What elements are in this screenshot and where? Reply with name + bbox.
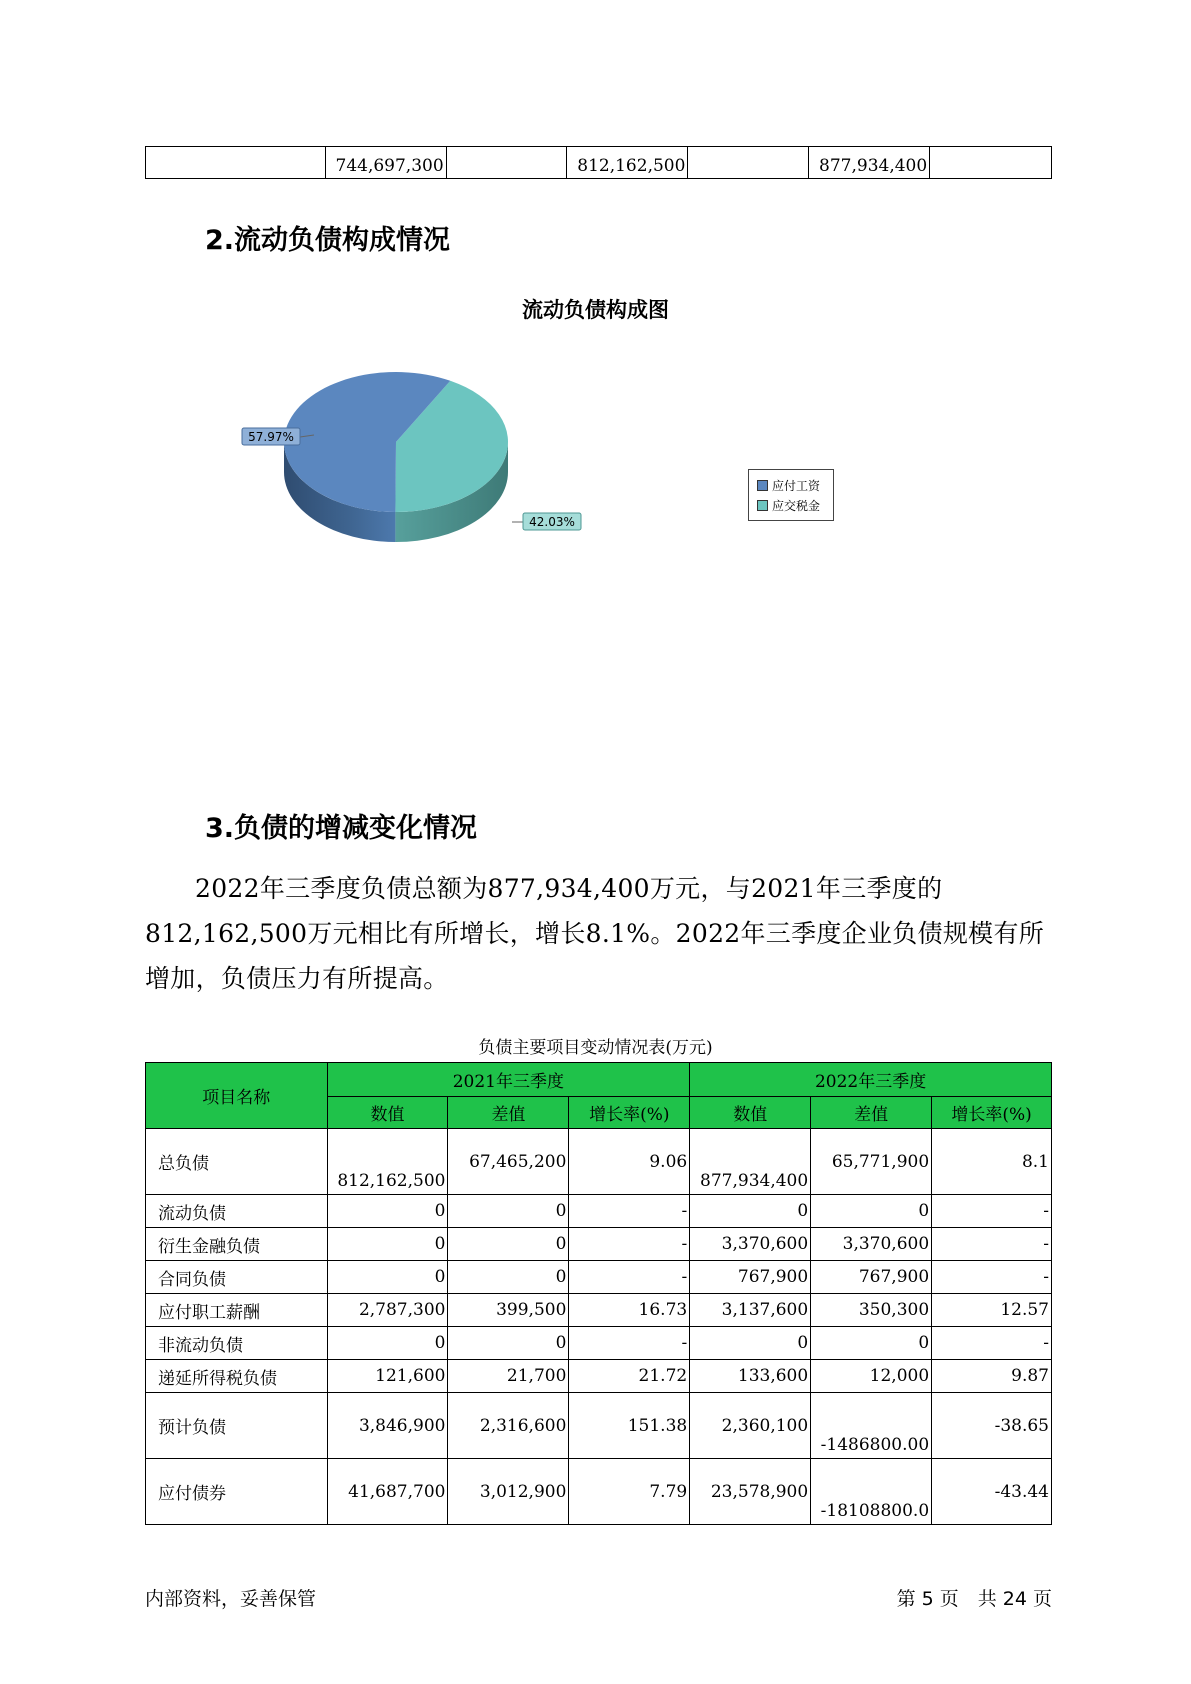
header-cell: 差值 <box>448 1097 569 1129</box>
chart-legend <box>748 469 834 521</box>
table-cell: - <box>932 1327 1052 1360</box>
table-row <box>146 1459 1052 1525</box>
table-cell: 9.06 <box>569 1129 690 1195</box>
data-label <box>523 513 581 530</box>
table-cell: 65,771,900 <box>811 1129 932 1195</box>
table-row <box>146 1129 1052 1195</box>
table-cell: -43.44 <box>932 1459 1052 1525</box>
table-cell: 151.38 <box>569 1393 690 1459</box>
table-cell: 0 <box>327 1195 448 1228</box>
row-label: 流动负债 <box>146 1195 328 1228</box>
table-cell: 767,900 <box>690 1261 811 1294</box>
table-cell: - <box>569 1195 690 1228</box>
header-cell: 增长率(%) <box>569 1097 690 1129</box>
table-cell: 744,697,300 <box>325 147 446 179</box>
table-cell: 133,600 <box>690 1360 811 1393</box>
footer-confidential: 内部资料，妥善保管 <box>145 1588 317 1610</box>
header-cell: 2021年三季度 <box>327 1063 690 1097</box>
chart-title: 流动负债构成图 <box>522 298 669 322</box>
table-cell: 2,316,600 <box>448 1393 569 1459</box>
legend-item <box>757 495 833 515</box>
table-cell: - <box>932 1261 1052 1294</box>
svg-text:57.97%: 57.97% <box>248 430 294 444</box>
header-cell: 增长率(%) <box>932 1097 1052 1129</box>
table-cell: 812,162,500 <box>567 147 688 179</box>
table-cell: - <box>932 1228 1052 1261</box>
liabilities-table <box>145 1062 1052 1525</box>
table-cell: 3,846,900 <box>327 1393 448 1459</box>
table-cell: 21.72 <box>569 1360 690 1393</box>
pie-chart <box>230 370 630 590</box>
table-cell: 2,787,300 <box>327 1294 448 1327</box>
legend-label: 应付工资 <box>772 478 821 493</box>
table-cell: 0 <box>448 1195 569 1228</box>
row-label: 衍生金融负债 <box>146 1228 328 1261</box>
table-cell: 767,900 <box>811 1261 932 1294</box>
table-cell: 3,370,600 <box>690 1228 811 1261</box>
table-cell: 3,012,900 <box>448 1459 569 1525</box>
body-paragraph: 2022年三季度负债总额为877,934,400万元，与2021年三季度的812,162,500万元相比有所增长，增长8.1%。2022年三季度企业负债规模有所增加，负债压力有所提高。 <box>145 874 1045 993</box>
table-cell: -38.65 <box>932 1393 1052 1459</box>
table-cell: 67,465,200 <box>448 1129 569 1195</box>
section-heading: 3.负债的增减变化情况 <box>205 813 478 844</box>
table-row <box>146 1393 1052 1459</box>
page-number: 第 5 页 共 24 页 <box>896 1588 1052 1610</box>
table-cell: 812,162,500 <box>327 1129 448 1195</box>
row-label: 预计负债 <box>146 1393 328 1459</box>
table-cell: 3,370,600 <box>811 1228 932 1261</box>
data-label <box>242 428 300 445</box>
row-label: 应付职工薪酬 <box>146 1294 328 1327</box>
table-cell: 2,360,100 <box>690 1393 811 1459</box>
table-cell: - <box>932 1195 1052 1228</box>
table-cell: - <box>569 1228 690 1261</box>
table-cell: 23,578,900 <box>690 1459 811 1525</box>
table-cell: 7.79 <box>569 1459 690 1525</box>
header-cell: 差值 <box>811 1097 932 1129</box>
legend-swatch <box>757 480 768 491</box>
section-heading: 2.流动负债构成情况 <box>205 225 451 256</box>
table-cell: 0 <box>448 1261 569 1294</box>
header-cell: 2022年三季度 <box>690 1063 1052 1097</box>
table-row <box>146 1261 1052 1294</box>
row-label: 总负债 <box>146 1129 328 1195</box>
header-cell: 数值 <box>690 1097 811 1129</box>
table-cell: 12.57 <box>932 1294 1052 1327</box>
row-label: 非流动负债 <box>146 1327 328 1360</box>
table-cell: 0 <box>811 1195 932 1228</box>
header-cell: 数值 <box>327 1097 448 1129</box>
legend-label: 应交税金 <box>772 498 821 513</box>
table-cell: 21,700 <box>448 1360 569 1393</box>
table-cell: - <box>569 1261 690 1294</box>
legend-item <box>757 475 833 495</box>
row-label: 应付债券 <box>146 1459 328 1525</box>
table-cell: 3,137,600 <box>690 1294 811 1327</box>
table-row <box>146 1228 1052 1261</box>
table-cell: 0 <box>327 1261 448 1294</box>
table-caption: 负债主要项目变动情况表(万元) <box>478 1038 713 1058</box>
table-cell: 9.87 <box>932 1360 1052 1393</box>
top-continuation-table <box>145 146 1052 179</box>
table-cell: -1486800.00 <box>811 1393 932 1459</box>
row-label: 递延所得税负债 <box>146 1360 328 1393</box>
table-row <box>146 1327 1052 1360</box>
svg-text:42.03%: 42.03% <box>529 515 575 529</box>
table-cell: 877,934,400 <box>809 147 930 179</box>
table-cell: 0 <box>811 1327 932 1360</box>
table-cell: 12,000 <box>811 1360 932 1393</box>
table-row <box>146 1360 1052 1393</box>
table-cell: 877,934,400 <box>690 1129 811 1195</box>
table-cell: 16.73 <box>569 1294 690 1327</box>
legend-swatch <box>757 500 768 511</box>
table-cell: 121,600 <box>327 1360 448 1393</box>
table-row <box>146 147 1052 179</box>
table-cell: 0 <box>448 1228 569 1261</box>
table-header-row <box>146 1063 1052 1097</box>
table-row <box>146 1195 1052 1228</box>
table-cell: 41,687,700 <box>327 1459 448 1525</box>
table-cell: 0 <box>690 1327 811 1360</box>
table-cell: 8.1 <box>932 1129 1052 1195</box>
table-cell: 0 <box>327 1327 448 1360</box>
row-label: 合同负债 <box>146 1261 328 1294</box>
table-cell: 0 <box>690 1195 811 1228</box>
table-cell: 0 <box>327 1228 448 1261</box>
table-row <box>146 1294 1052 1327</box>
header-cell: 项目名称 <box>146 1063 328 1129</box>
table-cell: 399,500 <box>448 1294 569 1327</box>
table-cell: - <box>569 1327 690 1360</box>
table-cell: 350,300 <box>811 1294 932 1327</box>
table-cell: -18108800.0 <box>811 1459 932 1525</box>
table-cell: 0 <box>448 1327 569 1360</box>
